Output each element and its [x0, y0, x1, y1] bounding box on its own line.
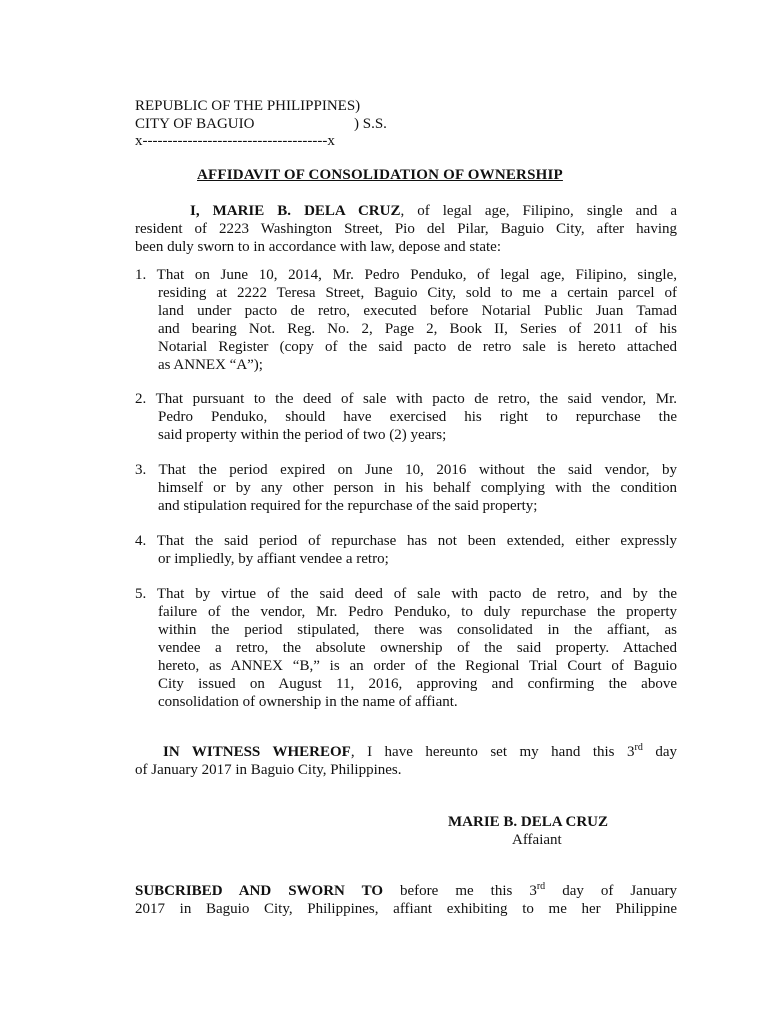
witness-line-2: of January 2017 in Baguio City, Philippines. [135, 762, 402, 778]
jurat-ordinal: rd [536, 881, 546, 892]
witness-line-1 [135, 743, 677, 761]
item-1-line-6: as ANNEX “A”); [158, 357, 263, 373]
list-item-2 [135, 390, 677, 444]
item-5-line-6: City issued on August 11, 2016, approving and confirming the above [158, 676, 677, 692]
list-item-5 [135, 585, 677, 711]
intro-line-3: been duly sworn to in accordance with law, depose and state: [135, 239, 501, 255]
item-5-line-5: hereto, as ANNEX “B,” is an order of the Regional Trial Court of Baguio [158, 658, 677, 674]
signature-name: MARIE B. DELA CRUZ [448, 814, 609, 830]
jurat-text-a: before me this 3 [383, 883, 537, 899]
item-5-line-1: 5. That by virtue of the said deed of sale with pacto de retro, and by the [135, 586, 677, 602]
witness-text-b: day [642, 744, 677, 760]
item-5-line-2: failure of the vendor, Mr. Pedro Penduko, to duly repurchase the property [158, 604, 677, 620]
jurat-lead: SUBCRIBED AND SWORN TO [135, 883, 384, 899]
jurat-paragraph [135, 882, 677, 918]
caption-ss: ) S.S. [354, 116, 387, 132]
caption-city: CITY OF BAGUIO [135, 116, 255, 132]
caption-republic: REPUBLIC OF THE PHILIPPINES) [135, 98, 361, 114]
item-4-line-2: or impliedly, by affiant vendee a retro; [158, 551, 389, 567]
witness-ordinal: rd [634, 742, 643, 753]
item-2-line-3: said property within the period of two (2) years; [158, 427, 447, 443]
intro-line-1-text: , of legal age, Filipino, single and a [400, 203, 678, 219]
list-item-1 [135, 266, 677, 374]
intro-line-2: resident of 2223 Washington Street, Pio del Pilar, Baguio City, after having [135, 221, 677, 237]
item-4-line-1: 4. That the said period of repurchase has not been extended, either expressly [135, 533, 677, 549]
item-3-line-1: 3. That the period expired on June 10, 2016 without the said vendor, by [135, 462, 677, 478]
intro-line-1 [135, 202, 677, 220]
signature-role: Affaiant [512, 832, 562, 848]
item-1-line-2: residing at 2222 Teresa Street, Baguio City, sold to me a certain parcel of [158, 285, 677, 301]
witness-lead: IN WITNESS WHEREOF [163, 744, 351, 760]
item-1-line-4: and bearing Not. Reg. No. 2, Page 2, Book II, Series of 2011 of his [158, 321, 677, 337]
witness-text-a: , I have hereunto set my hand this 3 [350, 744, 635, 760]
jurat-line-1 [135, 882, 677, 900]
jurat-text-b: day of January [545, 883, 677, 899]
item-1-line-1: 1. That on June 10, 2014, Mr. Pedro Penduko, of legal age, Filipino, single, [135, 267, 677, 283]
item-3-line-2: himself or by any other person in his behalf complying with the condition [158, 480, 677, 496]
item-2-line-2: Pedro Penduko, should have exercised his right to repurchase the [158, 409, 677, 425]
affiant-name: I, MARIE B. DELA CRUZ [190, 203, 401, 219]
list-item-3 [135, 461, 677, 515]
witness-paragraph [135, 743, 677, 779]
caption-divider: x-------------------------------------x [135, 133, 335, 149]
item-1-line-3: land under pacto de retro, executed before Notarial Public Juan Tamad [158, 303, 677, 319]
item-5-line-4: vendee a retro, the absolute ownership of the said property. Attached [158, 640, 677, 656]
item-1-line-5: Notarial Register (copy of the said pacto de retro sale is hereto attached [158, 339, 677, 355]
document-title: AFFIDAVIT OF CONSOLIDATION OF OWNERSHIP [197, 167, 563, 183]
list-item-4 [135, 532, 677, 568]
intro-paragraph [135, 202, 677, 256]
item-5-line-3: within the period stipulated, there was consolidated in the affiant, as [158, 622, 677, 638]
jurat-line-2: 2017 in Baguio City, Philippines, affiant exhibiting to me her Philippine [135, 901, 677, 917]
item-3-line-3: and stipulation required for the repurchase of the said property; [158, 498, 538, 514]
item-5-line-7: consolidation of ownership in the name of affiant. [158, 694, 458, 710]
item-2-line-1: 2. That pursuant to the deed of sale with pacto de retro, the said vendor, Mr. [135, 391, 677, 407]
